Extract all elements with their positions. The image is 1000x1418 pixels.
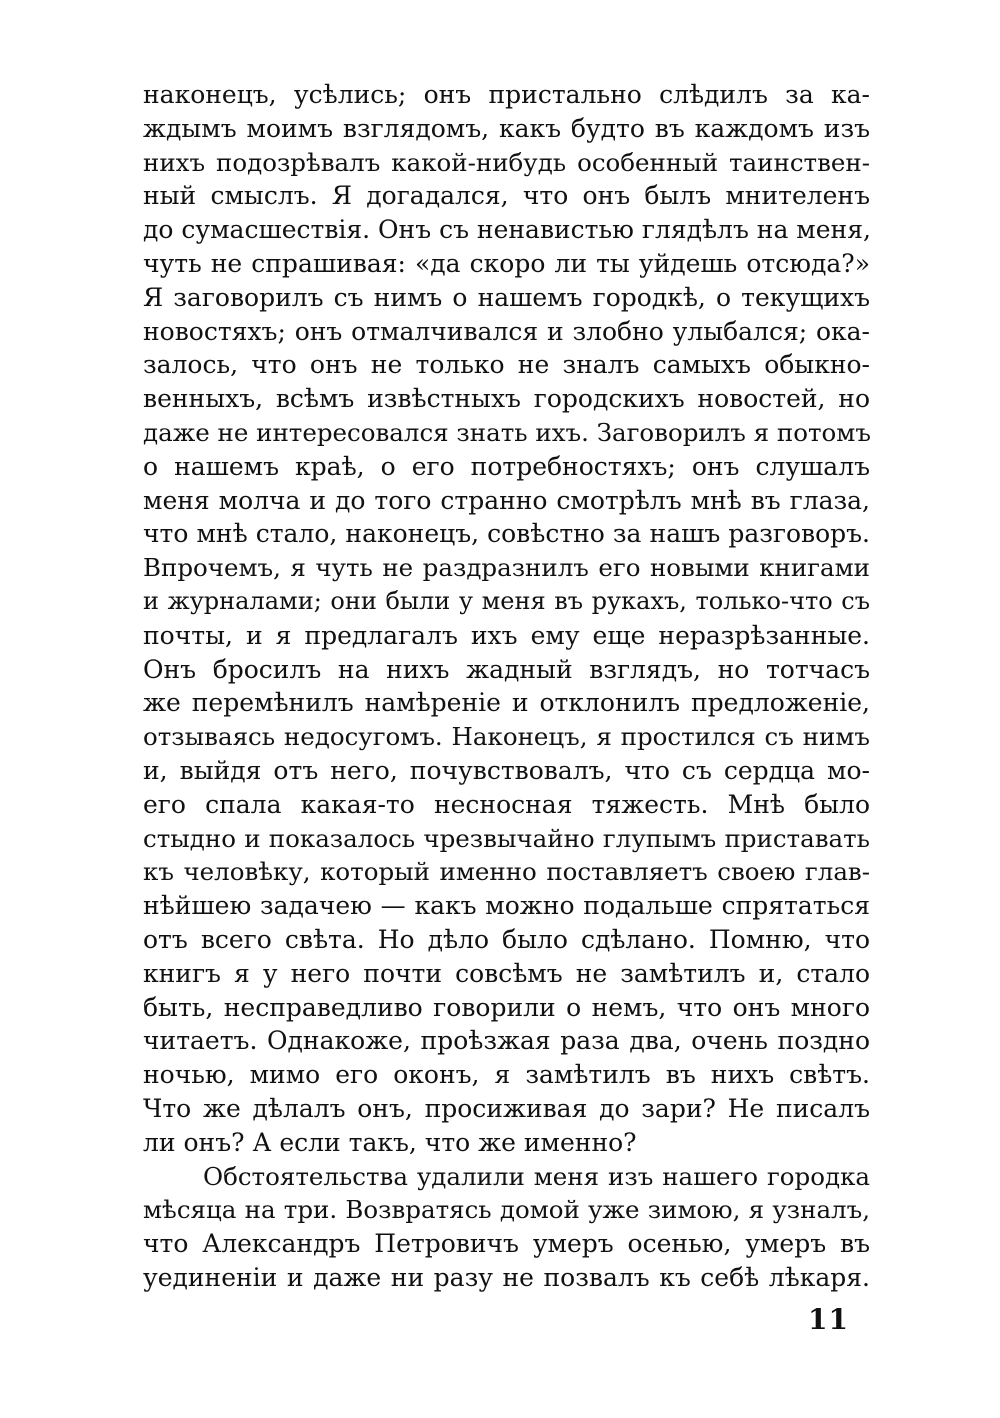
text-line: отзываясь недосугомъ. Наконецъ, я простился съ нимъ (143, 722, 870, 752)
paragraph-start-line: Обстоятельства удалили меня изъ нашего городка (203, 1161, 870, 1191)
text-line: и, выйдя отъ него, почувствовалъ, что съ сердца мо- (143, 755, 870, 785)
text-line: что Александръ Петровичъ умеръ осенью, умеръ въ (143, 1229, 870, 1259)
text-line: уединеніи и даже ни разу не позвалъ къ себѣ лѣкаря. (143, 1262, 870, 1292)
text-line: же перемѣнилъ намѣреніе и отклонилъ предложеніе, (143, 688, 870, 718)
text-line: отъ всего свѣта. Но дѣло было сдѣлано. Помню, что (143, 924, 870, 954)
text-line: что мнѣ стало, наконецъ, совѣстно за нашъ разговоръ. (143, 519, 870, 549)
text-line: мѣсяца на три. Возвратясь домой уже зимою, я узналъ, (143, 1195, 870, 1225)
text-line: и журналами; они были у меня въ рукахъ, только-что съ (143, 586, 870, 615)
text-line: Впрочемъ, я чуть не раздразнилъ его новыми книгами (143, 553, 870, 583)
text-line: его спала какая-то несносная тяжесть. Мнѣ было (143, 789, 870, 819)
text-line: книгъ я у него почти совсѣмъ не замѣтилъ и, стало (143, 958, 870, 988)
text-line: къ человѣку, который именно поставляетъ своею глав- (143, 857, 870, 887)
text-line: до сумасшествія. Онъ съ ненавистью глядѣлъ на меня, (143, 215, 871, 245)
text-line: даже не интересовался знать ихъ. Заговорилъ я потомъ (143, 417, 871, 447)
text-line: чуть не спрашивая: «да скоро ли ты уйдешь отсюда?» (143, 248, 870, 278)
text-line: ный смыслъ. Я догадался, что онъ былъ мнителенъ (143, 181, 870, 211)
text-line: почты, и я предлагалъ ихъ ему еще неразрѣзанные. (143, 620, 870, 650)
text-line: Онъ бросилъ на нихъ жадный взглядъ, но тотчасъ (143, 654, 870, 684)
page-number: 11 (808, 1303, 849, 1336)
text-line: читаетъ. Однакоже, проѣзжая раза два, очень поздно (143, 1026, 870, 1056)
text-line: залось, что онъ не только не зналъ самыхъ обыкно- (143, 350, 870, 380)
text-line: нѣйшею задачею — какъ можно подальше спрятаться (143, 891, 870, 921)
text-line: меня молча и до того странно смотрѣлъ мнѣ въ глаза, (143, 485, 870, 515)
body-text (143, 78, 870, 1295)
text-line: Я заговорилъ съ нимъ о нашемъ городкѣ, о текущихъ (143, 282, 870, 312)
text-line: ждымъ моимъ взглядомъ, какъ будто въ каждомъ изъ (143, 113, 870, 143)
text-line: стыдно и показалось чрезвычайно глупымъ приставать (143, 823, 870, 853)
text-line: о нашемъ краѣ, о его потребностяхъ; онъ слушалъ (143, 451, 870, 481)
text-line: Что же дѣлалъ онъ, просиживая до зари? Не писалъ (143, 1093, 870, 1123)
text-line: быть, несправедливо говорили о немъ, что онъ много (143, 992, 870, 1022)
text-line: ночью, мимо его оконъ, я замѣтилъ въ нихъ свѣтъ. (143, 1060, 870, 1090)
text-line: венныхъ, всѣмъ извѣстныхъ городскихъ новостей, но (143, 384, 870, 414)
text-line: нихъ подозрѣвалъ какой-нибудь особенный таинствен- (143, 147, 870, 177)
text-line: наконецъ, усѣлись; онъ пристально слѣдилъ за ка- (143, 80, 870, 109)
paragraph-end-line: ли онъ? А если такъ, что же именно? (143, 1127, 637, 1157)
text-line: новостяхъ; онъ отмалчивался и злобно улыбался; ока- (143, 316, 870, 346)
